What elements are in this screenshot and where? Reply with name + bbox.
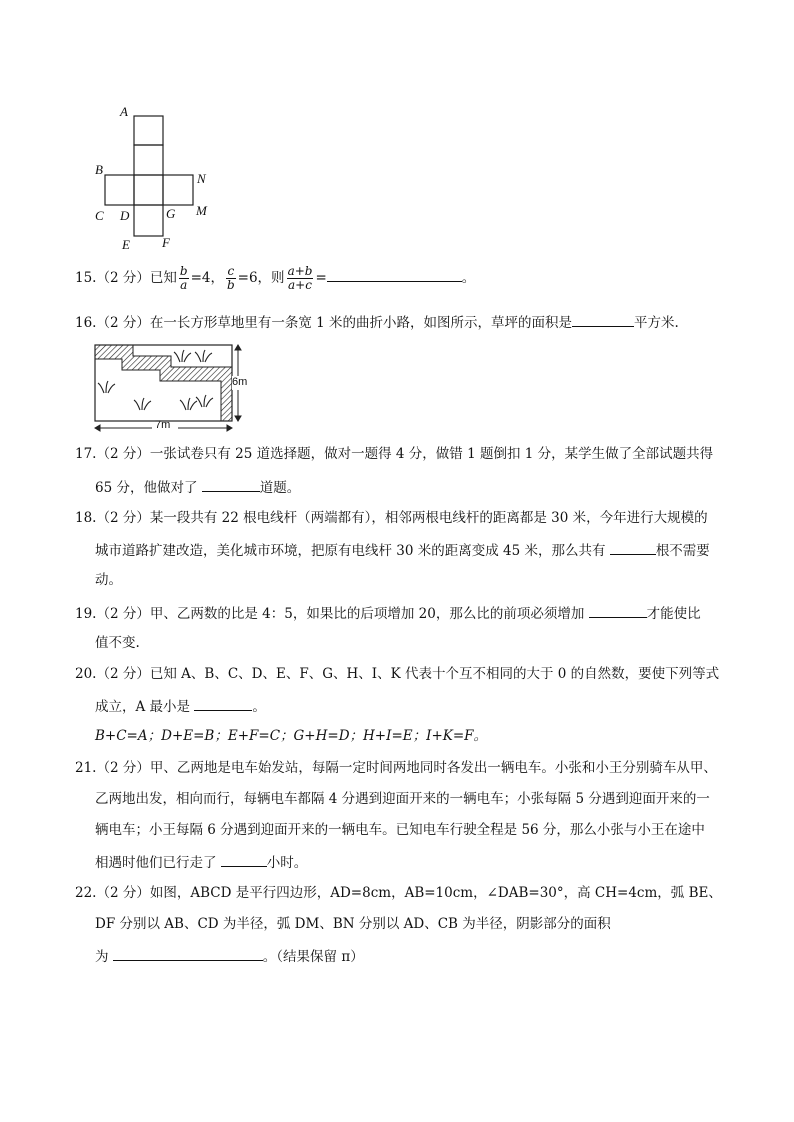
question-text: 动。 (95, 572, 122, 588)
question-text: = (315, 270, 327, 286)
net-label-f: F (162, 235, 170, 250)
answer-blank[interactable] (589, 603, 647, 618)
question-text: 乙两地出发，相向而行，每辆电车都隔 4 分遇到迎面开来的一辆电车；小张每隔 5 分遇到迎面开来的一 (95, 791, 710, 807)
fraction-c-over-b: $\frac{c}{b}$ (226, 264, 235, 292)
question-score: （2 分） (96, 666, 150, 682)
question-text: 65 分，他做对了 (95, 480, 202, 496)
question-21 (75, 759, 717, 777)
question-20-line2 (95, 696, 266, 716)
answer-blank[interactable] (327, 267, 462, 282)
answer-blank[interactable] (113, 946, 263, 961)
question-21-line2 (95, 790, 710, 808)
answer-blank[interactable] (221, 852, 267, 867)
answer-blank[interactable] (610, 540, 656, 555)
question-text: DF 分别以 AB、CD 为半径，弧 DM、BN 分别以 AD、CB 为半径，阴影部分的面积 (95, 916, 611, 932)
equation-list: B+C=A；D+E=B；E+F=C；G+H=D；H+I=E；I+K=F。 (95, 728, 488, 744)
question-text: 在一长方形草地里有一条宽 1 米的曲折小路，如图所示，草坪的面积是 (149, 315, 573, 331)
question-score: （2 分） (96, 760, 150, 776)
question-20-equations (95, 727, 487, 745)
question-16 (75, 312, 679, 332)
fraction-sum: $\frac{a+b}{a+c}$ (287, 264, 313, 292)
net-label-d: D (120, 208, 130, 223)
question-text: 已知 A、B、C、D、E、F、G、H、I、K 代表十个互不相同的大于 0 的自然数，要使下列等式 (149, 666, 720, 682)
answer-blank[interactable] (202, 477, 260, 492)
question-number: 21. (75, 760, 97, 776)
question-text: 城市道路扩建改造，美化城市环境，把原有电线杆 30 米的距离变成 45 米，那么共有 (95, 543, 610, 559)
question-number: 22. (75, 885, 97, 901)
question-number: 20. (75, 666, 97, 682)
question-text: 。 (461, 270, 476, 286)
lawn-width-label: 7m (155, 419, 171, 431)
question-score: （2 分） (96, 885, 150, 901)
net-label-n: N (197, 171, 206, 186)
question-text: 值不变. (95, 635, 140, 651)
question-number: 16. (75, 315, 97, 331)
question-18-line2 (95, 540, 710, 560)
question-text: 。 (252, 699, 266, 715)
question-text: 甲、乙两数的比是 4：5，如果比的后项增加 20，那么比的前项必须增加 (149, 606, 589, 622)
question-text: 小时。 (266, 855, 308, 871)
question-22-line2 (95, 915, 611, 933)
question-22-line3 (95, 946, 364, 966)
question-text: 。（结果保留 π） (262, 949, 364, 965)
question-text: 一张试卷只有 25 道选择题，做对一题得 4 分，做错 1 题倒扣 1 分，某学生做了全部试题共得 (149, 446, 714, 462)
question-text: 某一段共有 22 根电线杆（两端都有），相邻两根电线杆的距离都是 30 米，今年进行大规模的 (149, 510, 708, 526)
question-22 (75, 884, 722, 902)
question-text: 平方米. (634, 315, 679, 331)
question-number: 19. (75, 606, 97, 622)
net-label-c: C (95, 208, 104, 223)
net-label-b: B (95, 162, 103, 177)
net-label-g: G (166, 206, 176, 221)
question-text: 为 (95, 949, 113, 965)
question-19-line2 (95, 634, 140, 652)
question-text: =6，则 (237, 270, 285, 286)
question-20 (75, 665, 719, 683)
question-number: 15. (75, 270, 97, 286)
question-number: 17. (75, 446, 97, 462)
question-text: =4， (190, 270, 224, 286)
question-text: 辆电车；小王每隔 6 分遇到迎面开来的一辆电车。已知电车行驶全程是 56 分，那么小张与小王在途中 (95, 822, 705, 838)
question-18-line3 (95, 571, 122, 589)
question-text: 甲、乙两地是电车始发站，每隔一定时间两地同时各发出一辆电车。小张和小王分别骑车从甲、 (149, 760, 717, 776)
answer-blank[interactable] (572, 312, 634, 327)
question-text: 道题。 (259, 480, 301, 496)
question-21-line3 (95, 821, 705, 839)
fraction-b-over-a: $\frac{b}{a}$ (179, 264, 188, 292)
question-18 (75, 509, 708, 527)
question-score: （2 分） (96, 446, 150, 462)
question-score: （2 分） (96, 606, 150, 622)
question-21-line4 (95, 852, 307, 872)
net-label-m: M (196, 203, 207, 218)
question-number: 18. (75, 510, 97, 526)
question-text: 如图，ABCD 是平行四边形，AD=8cm，AB=10cm，∠DAB=30°，高 CH=4cm，弧 BE、 (149, 885, 722, 901)
question-text: 相遇时他们已行走了 (95, 855, 221, 871)
question-score: （2 分） (96, 315, 150, 331)
question-text: 成立，A 最小是 (95, 699, 195, 715)
question-text: 根不需要 (655, 543, 710, 559)
question-15 (75, 265, 475, 292)
question-17 (75, 445, 713, 463)
question-text: 才能使比 (646, 606, 701, 622)
net-label-e: E (122, 237, 130, 252)
answer-blank[interactable] (194, 696, 252, 711)
question-17-line2 (95, 477, 300, 497)
lawn-height-label: 6m (232, 376, 248, 388)
question-score: （2 分） (96, 270, 150, 286)
question-text: 已知 (149, 270, 177, 286)
net-label-a: A (120, 104, 128, 119)
question-19 (75, 603, 701, 623)
question-score: （2 分） (96, 510, 150, 526)
